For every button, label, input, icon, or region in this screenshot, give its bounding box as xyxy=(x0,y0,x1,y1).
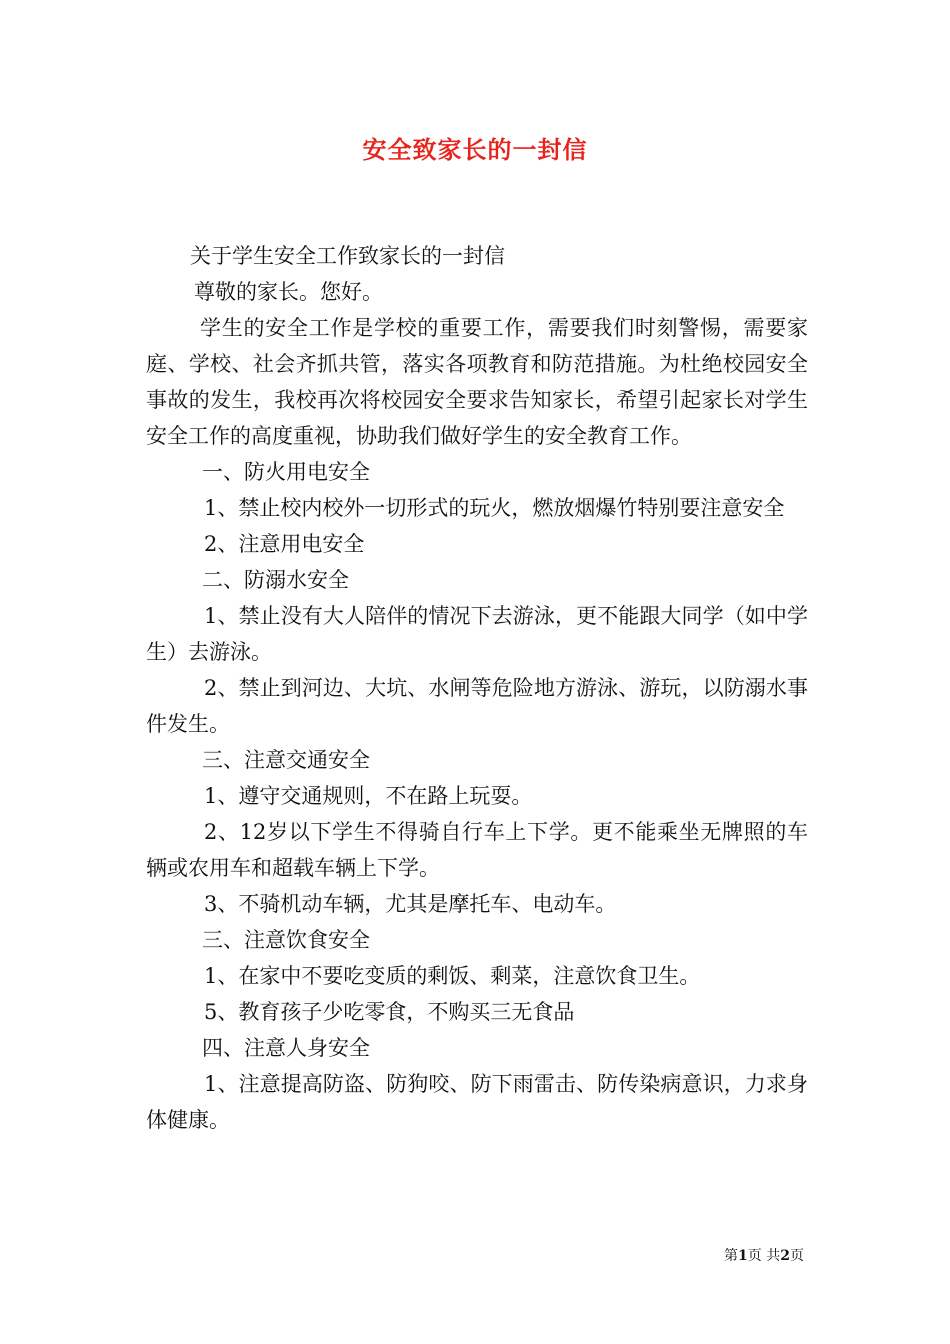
section-item: 1、在家中不要吃变质的剩饭、剩菜，注意饮食卫生。 xyxy=(204,964,701,988)
section-item: 3、不骑机动车辆，尤其是摩托车、电动车。 xyxy=(204,892,617,916)
document-title: 安全致家长的一封信 xyxy=(362,135,588,164)
document-body xyxy=(146,238,808,1138)
section-item: 1、注意提高防盗、防狗咬、防下雨雷击、防传染病意识，力求身体健康。 xyxy=(146,1072,808,1132)
footer-middle: 页 共 xyxy=(747,1248,781,1264)
intro-line: 关于学生安全工作致家长的一封信 xyxy=(190,244,505,268)
footer-suffix: 页 xyxy=(790,1248,804,1264)
greeting-line: 尊敬的家长。您好。 xyxy=(194,280,383,304)
section-item: 5、教育孩子少吃零食，不购买三无食品 xyxy=(204,1000,575,1024)
section-heading: 三、注意饮食安全 xyxy=(202,928,370,952)
section-heading: 一、防火用电安全 xyxy=(202,460,370,484)
total-page-number: 2 xyxy=(780,1248,790,1264)
section-heading: 二、防溺水安全 xyxy=(202,568,349,592)
section-item: 2、禁止到河边、大坑、水闸等危险地方游泳、游玩，以防溺水事件发生。 xyxy=(146,676,808,736)
section-item: 1、禁止没有大人陪伴的情况下去游泳，更不能跟大同学（如中学生）去游泳。 xyxy=(146,604,808,664)
current-page-number: 1 xyxy=(738,1248,748,1264)
footer-prefix: 第 xyxy=(724,1248,739,1264)
section-heading: 三、注意交通安全 xyxy=(202,748,370,772)
section-item: 1、遵守交通规则，不在路上玩耍。 xyxy=(204,784,533,808)
page-number-footer xyxy=(724,1247,804,1265)
section-item: 1、禁止校内校外一切形式的玩火，燃放烟爆竹特别要注意安全 xyxy=(204,496,785,520)
section-heading: 四、注意人身安全 xyxy=(202,1036,370,1060)
intro-paragraph: 学生的安全工作是学校的重要工作，需要我们时刻警惕，需要家庭、学校、社会齐抓共管，落实各项教育和防范措施。为杜绝校园安全事故的发生，我校再次将校园安全要求告知家长，希望引起家长对学生安全工作的高度重视，协助我们做好学生的安全教育工作。 xyxy=(146,316,808,448)
section-item: 2、注意用电安全 xyxy=(204,532,365,556)
section-item: 2、12岁以下学生不得骑自行车上下学。更不能乘坐无牌照的车辆或农用车和超载车辆上下学。 xyxy=(146,820,808,880)
